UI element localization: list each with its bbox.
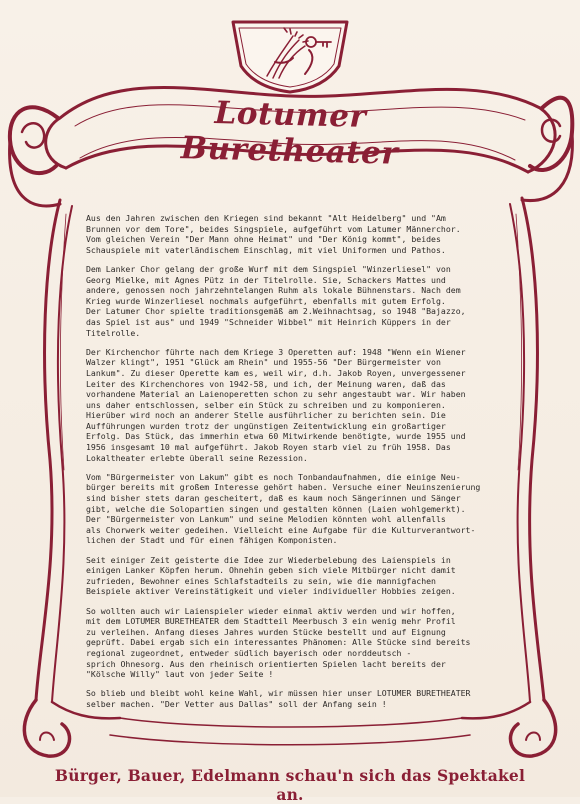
paragraph-2: Dem Lanker Chor gelang der große Wurf mit dem Singspiel "Winzerliesel" von Georg Mielke, mit Agnes Pütz in der Titelrolle. Sie, Schackers Mattes und andere, genossen noch jahrzehntelangen Ruhm als lokale Bühnenstars. Nach dem Krieg wurde Winzerliesel nochmals aufgeführt, ebenfalls mit gutem Erfolg. Der Latumer Chor spielte traditionsgemäß am 2.Weihnachtsag, so 1948 "Bajazzo, das Spiel ist aus" und 1949 "Schneider Wibbel" mit Heinrich Küppers in der Titelrolle.: [86, 263, 466, 338]
paragraph-5: Seit einiger Zeit geisterte die Idee zur Wiederbelebung des Laienspiels in einigen Lanker Köpfen herum. Ohnehin geben sich viele Mitbürger nicht damit zufrieden, Bewohner eines Schlafstadteils zu sein, wie die mannigfachen Beispiele aktiver Vereinstätigkeit und vieler individueller Hobbies zeigen.: [86, 554, 456, 597]
wheat-sheaf-and-key-icon: [227, 14, 353, 94]
paragraph-6: So wollten auch wir Laienspieler wieder einmal aktiv werden und wir hoffen, mit dem LOTUMER BURETHEATER dem Stadtteil Meerbusch 3 ein wenig mehr Profil zu verleihen. Anfang dieses Jahres wurden Stücke bestellt und auf Eignung geprüft. Dabei ergab sich ein interessantes Phänomen: Alle Stücke sind bereits regional zugeordnet, entweder südlich bayerisch oder norddeutsch - sprich Ohnesorg. Aus den rheinisch orientierten Spielen lacht bereits der "Kölsche Willy" laut von jeder Seite !: [86, 605, 471, 680]
page-title: Lotumer Buretheater: [180, 95, 399, 172]
paragraph-1: Aus den Jahren zwischen den Kriegen sind bekannt "Alt Heidelberg" und "Am Brunnen vor dem Tore", beides Singspiele, aufgeführt vom Latumer Männerchor. Vom gleichen Verein "Der Mann ohne Heimat" und "Der König kommt", beides Schauspiele mit vaterländischem Einschlag, mit viel Uniformen und Pathos.: [86, 213, 461, 255]
paragraph-4: Vom "Bürgermeister von Lakum" gibt es noch Tonbandaufnahmen, die einige Neu- bürger bereits mit großem Interesse gehört haben. Versuche einer Neuinszenierung sind bisher stets daran gescheitert, daß es kaum noch Sängerinnen und Sänger gibt, welche die Solopartien singen und gestalten können (Laien wohlgemerkt). Der "Bürgermeister von Lankum" und seine Melodien könnten wohl allenfalls als Chorwerk weiter gedeihen. Vielleicht eine Aufgabe für die Kulturverantwort- lichen der Stadt und für einen fähigen Komponisten.: [86, 471, 481, 546]
body-text: [86, 213, 502, 718]
paragraph-3: Der Kirchenchor führte nach dem Kriege 3 Operetten auf: 1948 "Wenn ein Wiener Walzer klingt", 1951 "Glück am Rhein" und 1955-56 "Der Bürgermeister von Lankum". Zu dieser Operette kam es, weil wir, d.h. Jakob Royen, unvergessener Leiter des Kirchenchores von 1942-58, und ich, der Meinung waren, daß das vorhandene Material an Laienoperetten schon zu sehr angestaubt war. Wir haben uns daher entschlossen, selber ein Stück zu schreiben und zu komponieren. Hierüber wird noch an anderer Stelle ausführlicher zu berichten sein. Die Aufführungen wurden trotz der ungünstigen Zeitentwicklung ein großartiger Erfolg. Das Stück, das immerhin etwa 60 Mitwirkende benötigte, wurde 1955 und 1956 insgesamt 10 mal aufgeführt. Jakob Royen starb viel zu früh 1958. Das Lokaltheater erlebte überall seine Rezession.: [86, 346, 466, 463]
footer-motto: Bürger, Bauer, Edelmann schau'n sich das Spektakel an.: [54, 766, 526, 804]
paragraph-7: So blieb und bleibt wohl keine Wahl, wir müssen hier unser LOTUMER BURETHEATER selber machen. "Der Vetter aus Dallas" soll der Anfang sein !: [86, 688, 471, 709]
